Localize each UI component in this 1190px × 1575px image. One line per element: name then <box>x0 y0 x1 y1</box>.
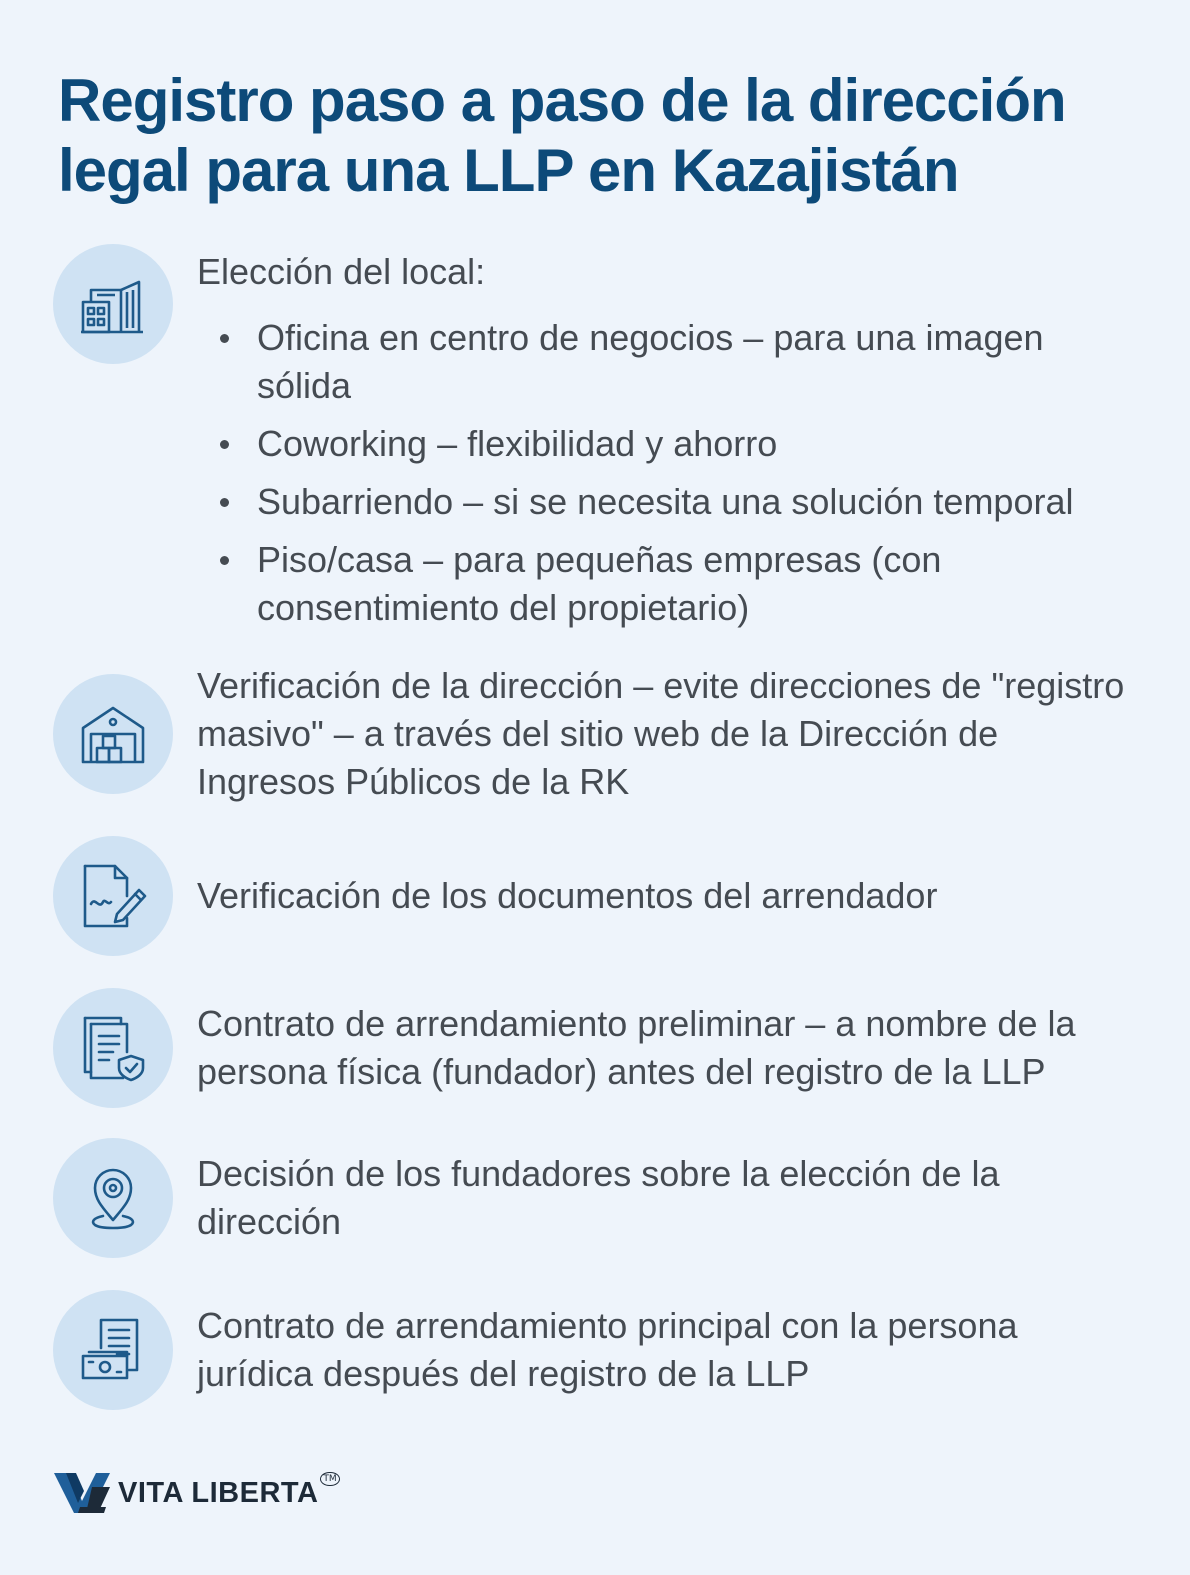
document-signing-icon <box>53 836 173 956</box>
list-item: Oficina en centro de negocios – para una imagen sólida <box>197 314 1127 410</box>
logo-wordmark: VITA LIBERTA <box>118 1476 319 1509</box>
premises-options-list <box>197 314 1127 642</box>
list-item: Piso/casa – para pequeñas empresas (con consentimiento del propietario) <box>197 536 1127 632</box>
trademark-symbol: TM <box>320 1472 339 1486</box>
money-document-icon <box>53 1290 173 1410</box>
step-text: Verificación de la dirección – evite direcciones de "registro masivo" – a través del sitio web de la Dirección de Ingresos Públicos de la RK <box>197 665 1125 802</box>
step-text: Elección del local: <box>197 251 486 292</box>
warehouse-icon <box>53 674 173 794</box>
step-founders-decision <box>53 1138 1143 1258</box>
step-text: Contrato de arrendamiento principal con la persona jurídica después del registro de la LLP <box>197 1305 1018 1394</box>
step-text: Verificación de los documentos del arrendador <box>197 875 938 916</box>
company-logo <box>54 1470 340 1516</box>
step-choose-premises <box>53 244 1143 634</box>
office-building-icon <box>53 244 173 364</box>
step-address-verification <box>53 662 1143 812</box>
contract-shield-icon <box>53 988 173 1108</box>
page-title: Registro paso a paso de la dirección legal para una LLP en Kazajistán <box>58 67 1066 204</box>
step-landlord-documents <box>53 836 1143 956</box>
list-item: Coworking – flexibilidad y ahorro <box>197 420 1127 468</box>
step-text: Contrato de arrendamiento preliminar – a nombre de la persona física (fundador) antes del registro de la LLP <box>197 1003 1076 1092</box>
location-pin-icon <box>53 1138 173 1258</box>
step-text: Decisión de los fundadores sobre la elección de la dirección <box>197 1153 1000 1242</box>
step-main-lease <box>53 1290 1143 1410</box>
step-preliminary-lease <box>53 988 1143 1108</box>
list-item: Subarriendo – si se necesita una solución temporal <box>197 478 1127 526</box>
vita-liberta-logo-icon <box>54 1471 110 1515</box>
